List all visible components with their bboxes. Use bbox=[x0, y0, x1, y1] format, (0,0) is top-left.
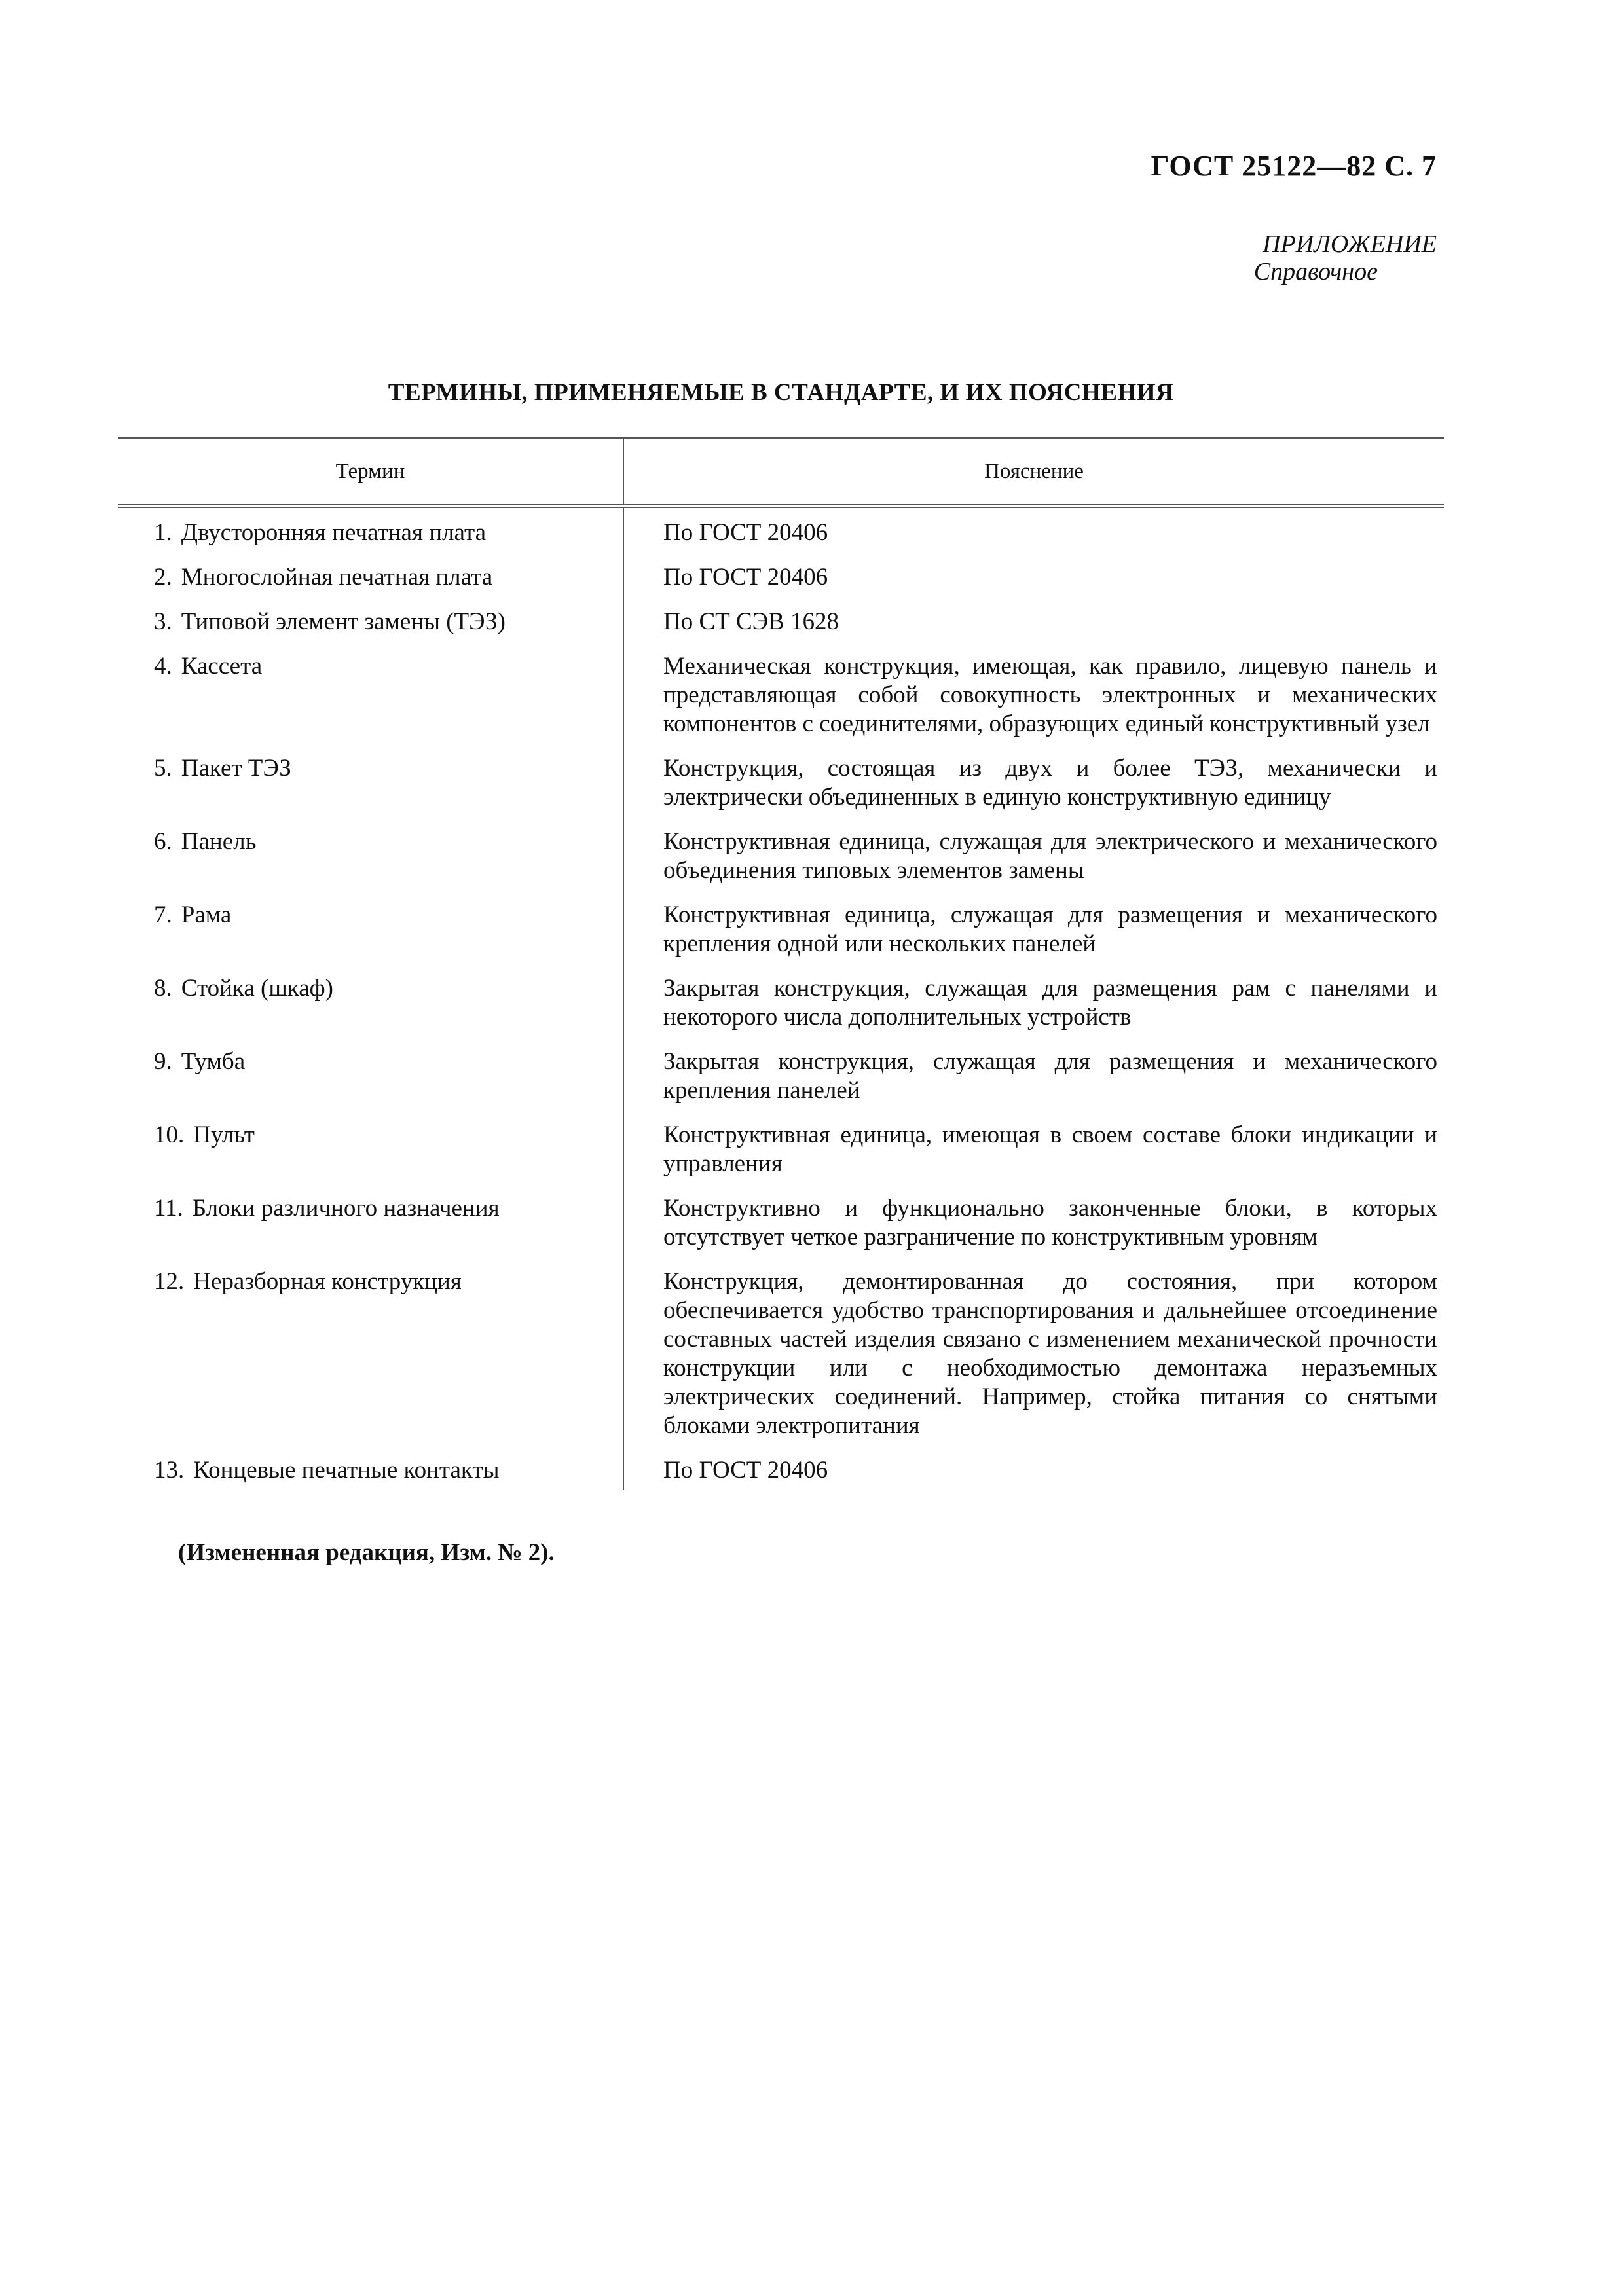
term-cell bbox=[118, 1194, 623, 1267]
document-title: ТЕРМИНЫ, ПРИМЕНЯЕМЫЕ В СТАНДАРТЕ, И ИХ ПОЯСНЕНИЯ bbox=[388, 379, 1174, 406]
explanation-cell: Конструктивно и функционально законченные блоки, в которых отсутствует четкое разграничение по конструктивным уровням bbox=[663, 1195, 1437, 1250]
term-number: 3. bbox=[154, 608, 172, 635]
term-name: Многослойная печатная плата bbox=[181, 564, 493, 591]
appendix-type: Справочное bbox=[1253, 258, 1378, 285]
term-number: 8. bbox=[154, 975, 172, 1002]
term-name: Пакет ТЭЗ bbox=[181, 755, 291, 782]
table-row bbox=[118, 901, 1444, 974]
term-cell bbox=[118, 828, 623, 901]
table-row bbox=[118, 608, 1444, 652]
term-cell bbox=[118, 652, 623, 754]
term-cell bbox=[118, 563, 623, 608]
term-number: 13. bbox=[154, 1457, 185, 1484]
explanation-cell: Конструкция, состоящая из двух и более ТЭЗ, механически и электрически объединенных в единую конструктивную единицу bbox=[663, 755, 1437, 811]
term-cell bbox=[118, 1456, 623, 1490]
term-cell bbox=[118, 1048, 623, 1121]
term-cell bbox=[118, 1267, 623, 1456]
term-cell bbox=[118, 901, 623, 974]
term-name: Стойка (шкаф) bbox=[181, 975, 333, 1002]
table-row bbox=[118, 828, 1444, 901]
explanation-cell: Закрытая конструкция, служащая для размещения рам с панелями и некоторого числа дополнительных устройств bbox=[663, 975, 1437, 1030]
explanation-cell: Закрытая конструкция, служащая для размещения и механического крепления панелей bbox=[663, 1048, 1437, 1104]
term-number: 2. bbox=[154, 564, 172, 591]
term-name: Типовой элемент замены (ТЭЗ) bbox=[181, 608, 506, 635]
explanation-cell: Конструктивная единица, служащая для размещения и механического крепления одной или нескольких панелей bbox=[663, 902, 1437, 957]
column-header-explanation: Пояснение bbox=[623, 438, 1444, 506]
term-cell bbox=[118, 1121, 623, 1194]
term-name: Пульт bbox=[193, 1121, 255, 1148]
explanation-cell: По ГОСТ 20406 bbox=[663, 564, 828, 591]
term-cell bbox=[118, 608, 623, 652]
table-row bbox=[118, 652, 1444, 754]
table-row bbox=[118, 506, 1444, 563]
table-row bbox=[118, 1048, 1444, 1121]
table-row bbox=[118, 1456, 1444, 1490]
explanation-cell: Конструктивная единица, имеющая в своем составе блоки индикации и управления bbox=[663, 1121, 1437, 1177]
term-cell bbox=[118, 754, 623, 828]
terms-table bbox=[118, 437, 1444, 1490]
table-row bbox=[118, 754, 1444, 828]
term-name: Тумба bbox=[181, 1048, 246, 1075]
amendment-note: (Измененная редакция, Изм. № 2). bbox=[178, 1539, 555, 1566]
term-number: 10. bbox=[154, 1121, 185, 1148]
appendix-label: ПРИЛОЖЕНИЕ bbox=[1263, 230, 1437, 258]
term-cell bbox=[118, 506, 623, 563]
term-number: 9. bbox=[154, 1048, 172, 1075]
explanation-cell: По СТ СЭВ 1628 bbox=[663, 608, 839, 635]
column-header-term: Термин bbox=[118, 438, 623, 506]
term-name: Концевые печатные контакты bbox=[193, 1457, 500, 1484]
term-number: 6. bbox=[154, 828, 172, 855]
term-name: Блоки различного назначения bbox=[192, 1195, 500, 1222]
term-number: 7. bbox=[154, 902, 172, 928]
table-row bbox=[118, 1267, 1444, 1456]
term-name: Рама bbox=[181, 902, 232, 928]
term-name: Двусторонняя печатная плата bbox=[181, 519, 486, 546]
term-number: 1. bbox=[154, 519, 172, 546]
explanation-cell: Механическая конструкция, имеющая, как правило, лицевую панель и представляющая собой совокупность электронных и механических компонентов с соединителями, образующих единый конструктивный узел bbox=[663, 653, 1437, 737]
term-name: Неразборная конструкция bbox=[193, 1268, 462, 1295]
table-row bbox=[118, 563, 1444, 608]
table-row bbox=[118, 1121, 1444, 1194]
term-number: 11. bbox=[154, 1195, 183, 1222]
term-number: 5. bbox=[154, 755, 172, 782]
table-row bbox=[118, 1194, 1444, 1267]
term-name: Панель bbox=[181, 828, 257, 855]
explanation-cell: По ГОСТ 20406 bbox=[663, 519, 828, 546]
term-number: 4. bbox=[154, 653, 172, 680]
explanation-cell: По ГОСТ 20406 bbox=[663, 1457, 828, 1484]
term-name: Кассета bbox=[181, 653, 263, 680]
term-cell bbox=[118, 974, 623, 1048]
appendix-label-block bbox=[1254, 230, 1437, 285]
table-row bbox=[118, 974, 1444, 1048]
explanation-cell: Конструкция, демонтированная до состояния, при котором обеспечивается удобство транспортирования и дальнейшее отсоединение составных частей изделия связано с изменением механической прочности конструкции или с необходимостью демонтажа неразъемных электрических соединений. Например, стойка питания со снятыми блоками электропитания bbox=[663, 1268, 1437, 1439]
page-header: ГОСТ 25122—82 С. 7 bbox=[1151, 150, 1437, 182]
explanation-cell: Конструктивная единица, служащая для электрического и механического объединения типовых элементов замены bbox=[663, 828, 1437, 884]
term-number: 12. bbox=[154, 1268, 185, 1295]
table-body bbox=[118, 506, 1444, 1490]
table-header-row bbox=[118, 438, 1444, 506]
